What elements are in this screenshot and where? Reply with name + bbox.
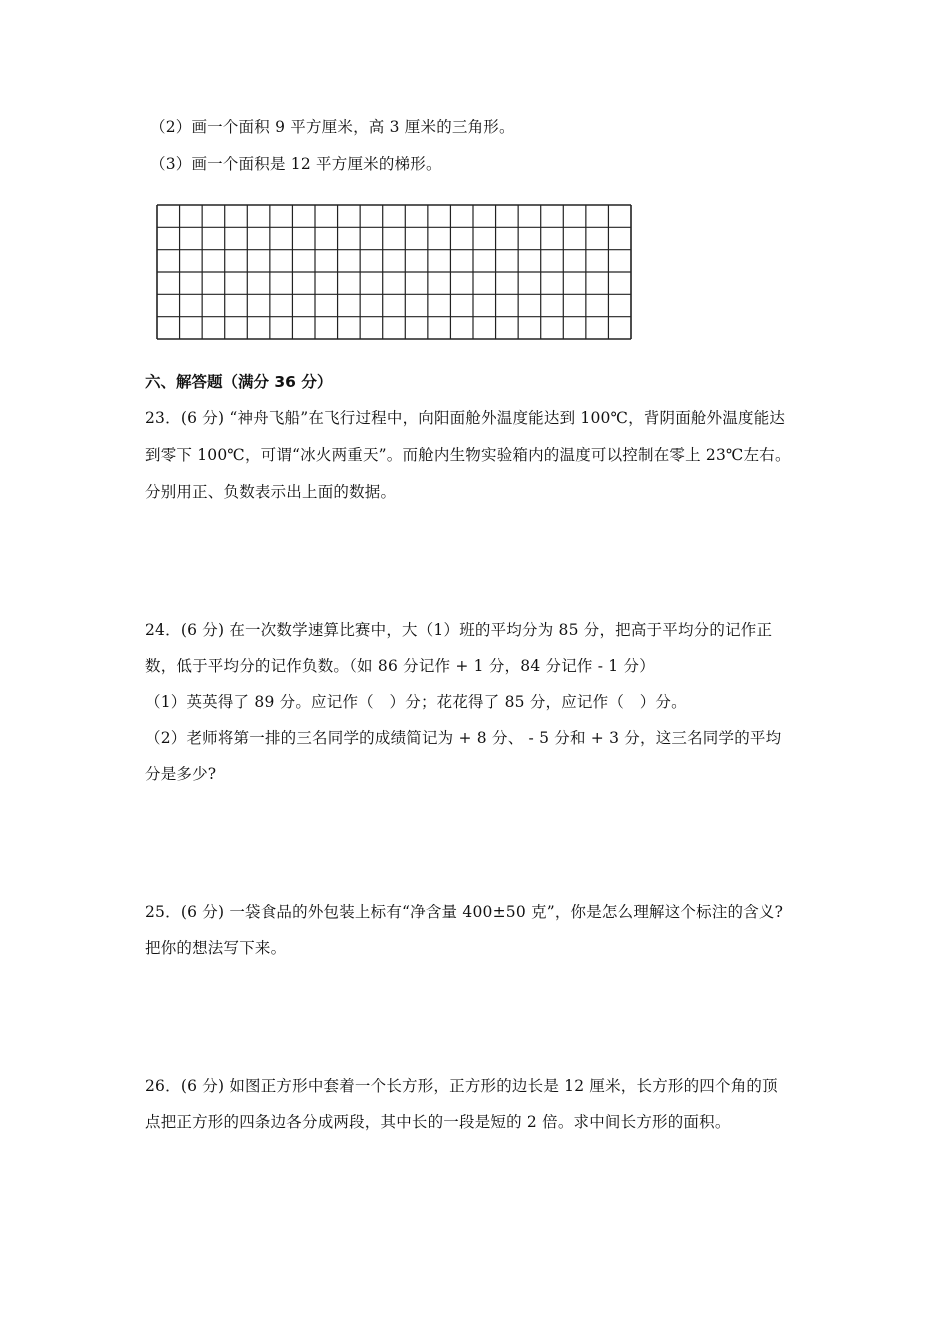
q25-line-2: 把你的想法写下来。 — [145, 939, 287, 957]
q25-line-1: 25．(6 分) 一袋食品的外包装上标有“净含量 400±50 克”，你是怎么理解这个标注的含义? — [145, 903, 784, 921]
drawing-task-trapezoid: （3）画一个面积是 12 平方厘米的梯形。 — [150, 155, 442, 173]
q24-sub-1: （1）英英得了 89 分。应记作（ ）分；花花得了 85 分，应记作（ ）分。 — [145, 693, 687, 711]
q26-line-1: 26．(6 分) 如图正方形中套着一个长方形，正方形的边长是 12 厘米，长方形的四个角的顶 — [145, 1077, 778, 1095]
q24-line-2: 数，低于平均分的记作负数。（如 86 分记作 + 1 分，84 分记作 - 1 分） — [145, 657, 655, 675]
q23-line-3: 分别用正、负数表示出上面的数据。 — [145, 483, 397, 501]
square-grid — [156, 204, 632, 340]
drawing-task-triangle: （2）画一个面积 9 平方厘米，高 3 厘米的三角形。 — [150, 118, 515, 136]
q23-line-1: 23．(6 分) “神舟飞船”在飞行过程中，向阳面舱外温度能达到 100℃，背阴面舱外温度能达 — [145, 409, 786, 427]
q26-line-2: 点把正方形的四条边各分成两段，其中长的一段是短的 2 倍。求中间长方形的面积。 — [145, 1113, 731, 1131]
q24-sub-2-cont: 分是多少? — [145, 765, 217, 783]
q23-line-2: 到零下 100℃，可谓“冰火两重天”。而舱内生物实验箱内的温度可以控制在零上 23℃左右。 — [145, 446, 791, 464]
section-title: 六、解答题（满分 36 分） — [145, 373, 333, 391]
grid-lines — [156, 204, 632, 340]
q24-line-1: 24．(6 分) 在一次数学速算比赛中，大（1）班的平均分为 85 分，把高于平均分的记作正 — [145, 621, 773, 639]
q24-sub-2: （2）老师将第一排的三名同学的成绩简记为 + 8 分、 - 5 分和 + 3 分，这三名同学的平均 — [145, 729, 782, 747]
